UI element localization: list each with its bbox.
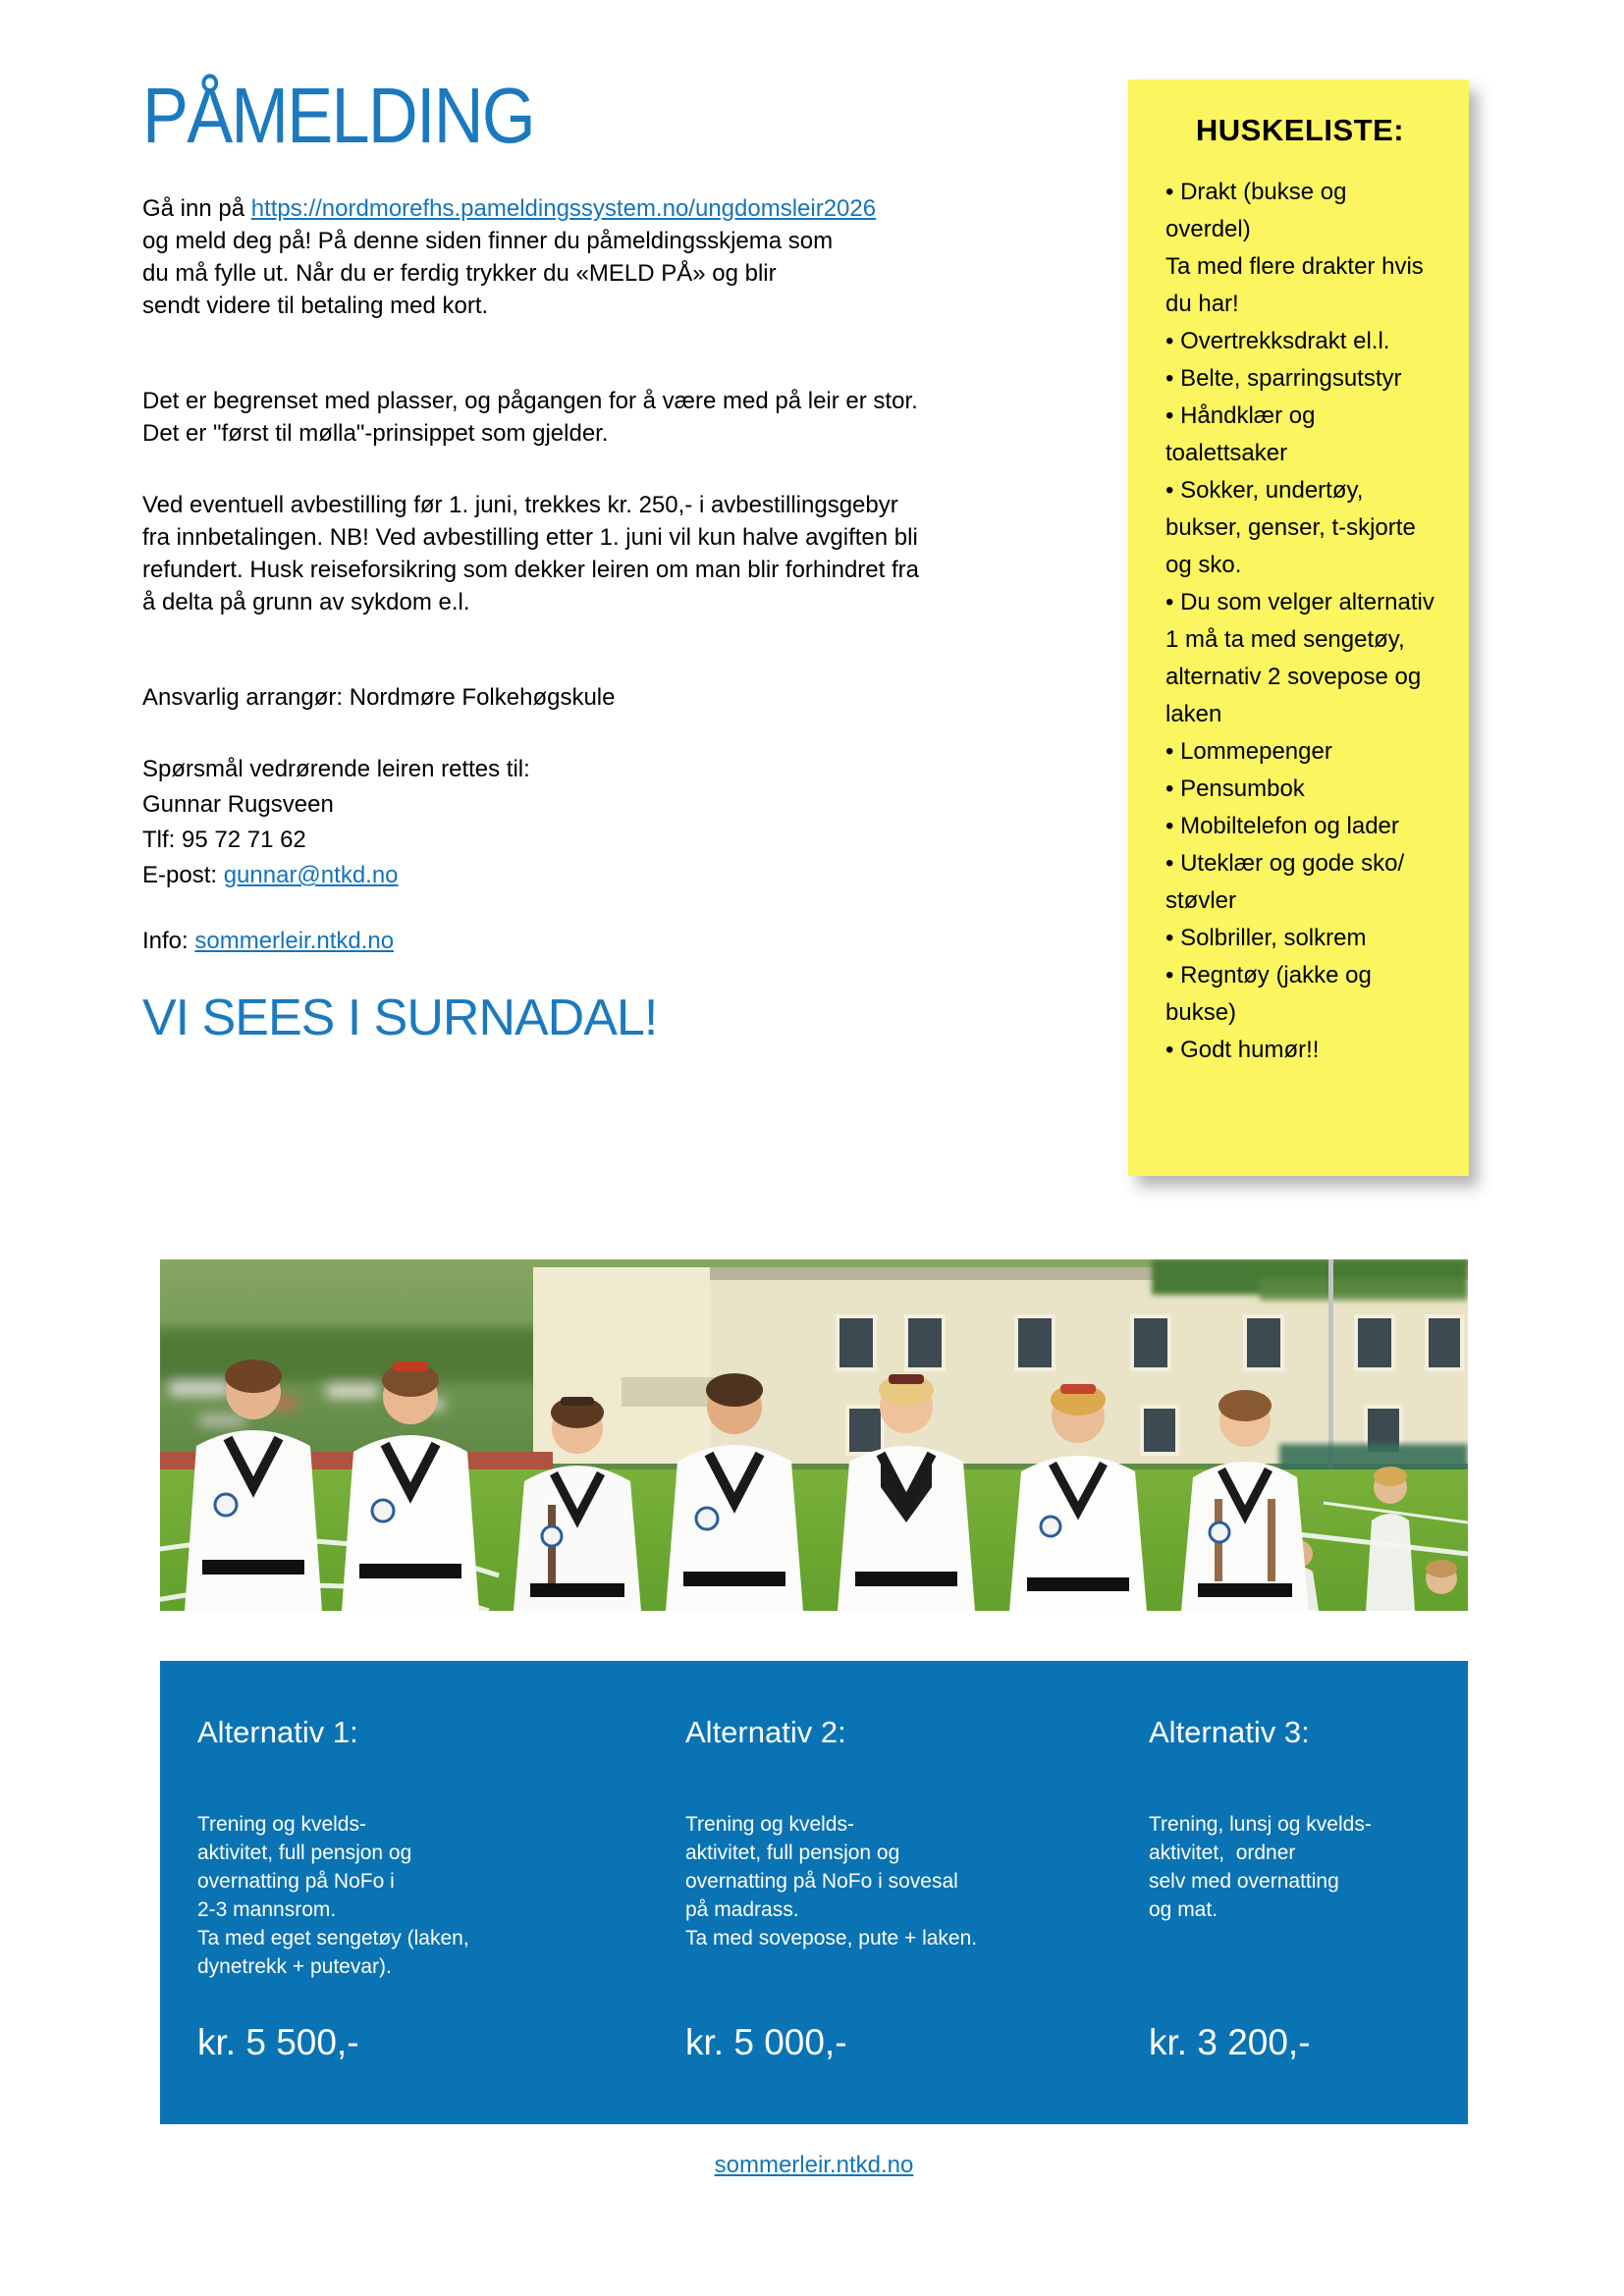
checklist-item: • Overtrekksdrakt el.l. — [1165, 328, 1390, 354]
email-link[interactable]: gunnar@ntkd.no — [223, 862, 399, 888]
page-title: PÅMELDING — [142, 72, 534, 159]
alternative-1-title: Alternativ 1: — [197, 1715, 358, 1749]
intro-first-line — [142, 192, 1124, 225]
contact-email-line — [142, 858, 1124, 893]
alternative-1 — [197, 1661, 649, 2124]
checklist-item: Ta med flere drakter hvis du har! — [1165, 253, 1424, 317]
intro-paragraph — [142, 192, 1124, 322]
alternative-2-body: Trening og kvelds- aktivitet, full pensjon og overnatting på NoFo i sovesal på madrass. Ta med sovepose, pute + laken. — [685, 1813, 978, 1949]
alternative-3-body: Trening, lunsj og kvelds- aktivitet, ordner selv med overnatting og mat. — [1149, 1813, 1372, 1921]
checklist-item: • Uteklær og gode sko/ støvler — [1165, 850, 1405, 914]
alternative-1-body: Trening og kvelds- aktivitet, full pensjon og overnatting på NoFo i 2-3 mannsrom. Ta med eget sengetøy (laken, dynetrekk + putevar). — [197, 1813, 469, 1978]
checklist-item: • Mobiltelefon og lader — [1165, 813, 1399, 839]
footer — [160, 2152, 1468, 2179]
alternative-3-title: Alternativ 3: — [1149, 1715, 1310, 1749]
alternatives-box — [160, 1661, 1468, 2124]
contact-block — [142, 752, 1124, 893]
contact-questions: Spørsmål vedrørende leiren rettes til: — [142, 756, 530, 782]
registration-link[interactable]: https://nordmorefhs.pameldingssystem.no/ungdomsleir2026 — [250, 195, 877, 222]
email-label: E-post: — [142, 862, 224, 888]
alternative-3 — [1149, 1661, 1600, 2124]
contact-name: Gunnar Rugsveen — [142, 791, 334, 818]
footer-link[interactable]: sommerleir.ntkd.no — [714, 2152, 914, 2178]
camp-photo — [160, 1259, 1468, 1611]
paragraph-limited-places: Det er begrenset med plasser, og pågangen for å være med på leir er stor. Det er "først til mølla"-prinsippet som gjelder. — [142, 388, 918, 447]
checklist-title: HUSKELISTE: — [1195, 113, 1405, 147]
intro-text: og meld deg på! På denne siden finner du påmeldingsskjema som du må fylle ut. Når du er ferdig trykker du «MELD PÅ» og blir sendt videre til betaling med kort. — [142, 228, 834, 319]
paragraph-cancellation: Ved eventuell avbestilling før 1. juni, trekkes kr. 250,- i avbestillingsgebyr fra innbetalingen. NB! Ved avbestilling etter 1. juni vil kun halve avgiften bli refundert. Husk reiseforsikring som dekker leiren om man blir forhindret fra å delta på grunn av sykdom e.l. — [142, 492, 919, 615]
alternative-2-title: Alternativ 2: — [685, 1715, 846, 1749]
checklist-item: • Drakt (bukse og overdel) — [1165, 179, 1347, 242]
info-link[interactable]: sommerleir.ntkd.no — [194, 928, 395, 954]
checklist-item: • Regntøy (jakke og bukse) — [1165, 962, 1372, 1026]
checklist-box — [1128, 80, 1469, 1176]
alternative-2 — [685, 1661, 1137, 2124]
contact-phone: Tlf: 95 72 71 62 — [142, 827, 306, 853]
checklist-item: • Du som velger alternativ 1 må ta med sengetøy, alternativ 2 sovepose og laken — [1165, 589, 1435, 727]
checklist-item: • Sokker, undertøy, bukser, genser, t-skjorte og sko. — [1165, 477, 1416, 578]
checklist-item: • Solbriller, solkrem — [1165, 925, 1367, 951]
checklist-item: • Lommepenger — [1165, 738, 1332, 765]
alternative-2-price: kr. 5 000,- — [685, 2022, 847, 2062]
alternative-3-price: kr. 3 200,- — [1149, 2022, 1311, 2062]
intro-prefix: Gå inn på — [142, 195, 251, 222]
checklist-item: • Pensumbok — [1165, 775, 1305, 802]
checklist-item: • Godt humør!! — [1165, 1037, 1320, 1063]
alternative-1-price: kr. 5 500,- — [197, 2022, 359, 2062]
paragraph-organizer: Ansvarlig arrangør: Nordmøre Folkehøgskule — [142, 684, 616, 711]
checklist-item: • Belte, sparringsutstyr — [1165, 365, 1402, 392]
info-line — [142, 925, 1124, 957]
closing-heading: VI SEES I SURNADAL! — [142, 989, 658, 1046]
checklist-item: • Håndklær og toalettsaker — [1165, 402, 1316, 466]
info-label: Info: — [142, 928, 195, 954]
